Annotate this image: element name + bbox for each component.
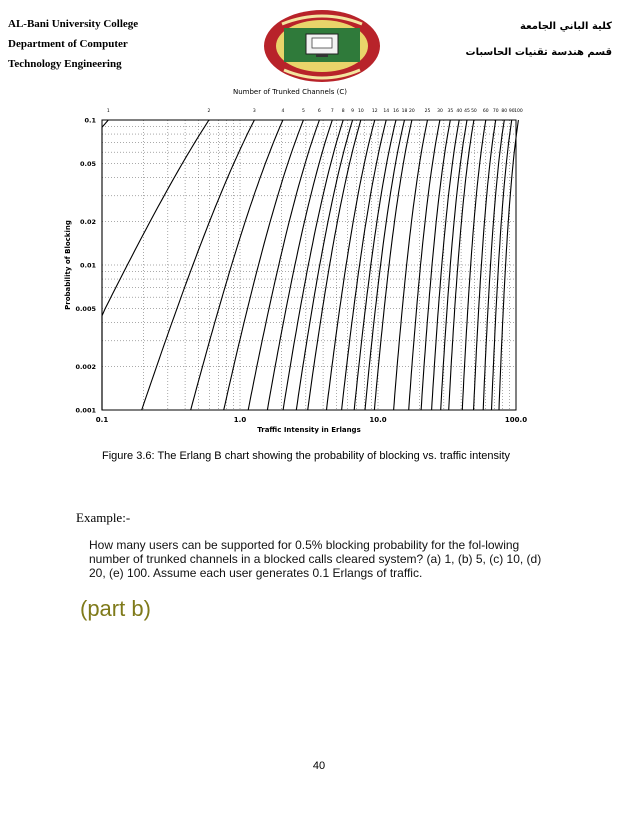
example-question: How many users can be supported for 0.5% blocking probability for the fol-lowing number of trunked channels in a blocked calls cleared system? (a) 1, (b) 5, (c) 10, (d) 20, (e) 100. Assume each user generates 0.1 Erlangs of traffic. (89, 538, 542, 580)
y-tick-label: 0.05 (79, 160, 96, 169)
channel-label: 5 (301, 109, 305, 114)
header-left (8, 14, 138, 74)
channel-label: 6 (317, 109, 321, 114)
erlang-curve-c25 (394, 120, 428, 410)
channel-label: 7 (330, 109, 334, 114)
erlang-curve-c8 (283, 120, 343, 410)
channel-label: 1 (106, 109, 110, 114)
channel-label: 14 (383, 109, 390, 114)
chart-title: Number of Trunked Channels (C) (232, 88, 348, 96)
department-name-arabic: قسم هندسة تقنيات الحاسبات (465, 47, 612, 58)
channel-label: 18 (401, 109, 408, 114)
channel-label: 16 (393, 109, 399, 114)
y-tick-label: 0.1 (84, 116, 96, 125)
y-tick-label: 0.002 (75, 362, 96, 371)
channel-label: 50 (471, 109, 477, 114)
erlang-b-chart (60, 82, 550, 434)
y-tick-label: 0.02 (79, 217, 96, 226)
y-axis-label: Probability of Blocking (64, 220, 72, 310)
channel-label: 2 (207, 109, 211, 114)
channel-label: 35 (447, 109, 454, 114)
page-number: 40 (312, 760, 326, 772)
channel-label: 100 (514, 109, 523, 114)
channel-label: 25 (424, 109, 431, 114)
channel-label: 80 (501, 109, 508, 114)
x-tick-label: 10.0 (369, 416, 387, 424)
channel-label: 45 (464, 109, 470, 114)
header-right (466, 14, 612, 66)
channel-label: 20 (409, 109, 415, 114)
department-name: Department of Computer (8, 38, 128, 50)
college-name: AL-Bani University College (8, 18, 139, 30)
channel-label: 40 (456, 109, 463, 114)
x-tick-label: 1.0 (233, 416, 247, 424)
x-tick-label: 100.0 (504, 416, 528, 424)
figure-caption: Figure 3.6: The Erlang B chart showing the probability of blocking vs. traffic intensity (102, 450, 511, 462)
department-name-cont: Technology Engineering (8, 58, 122, 70)
y-tick-label: 0.001 (75, 406, 96, 415)
channel-label: 3 (252, 109, 256, 114)
channel-label: 9 (351, 109, 355, 114)
y-tick-label: 0.005 (75, 305, 96, 314)
channel-label: 12 (371, 109, 378, 114)
channel-label: 4 (281, 109, 285, 114)
channel-label: 70 (492, 109, 499, 114)
college-logo (262, 8, 382, 84)
example-label: Example:- (76, 510, 131, 525)
channel-label: 10 (357, 109, 364, 114)
part-label: (part b) (80, 596, 151, 621)
college-name-arabic: كلية الباني الجامعة (520, 21, 612, 32)
y-tick-label: 0.01 (79, 261, 96, 270)
x-tick-label: 0.1 (95, 416, 109, 424)
channel-label: 8 (341, 109, 345, 114)
erlang-curve-c7 (267, 120, 332, 410)
channel-label: 60 (482, 109, 489, 114)
channel-label: 90 (508, 109, 515, 114)
channel-label: 30 (437, 109, 443, 114)
chart-svg (60, 82, 550, 434)
x-axis-label: Traffic Intensity in Erlangs (257, 426, 361, 434)
